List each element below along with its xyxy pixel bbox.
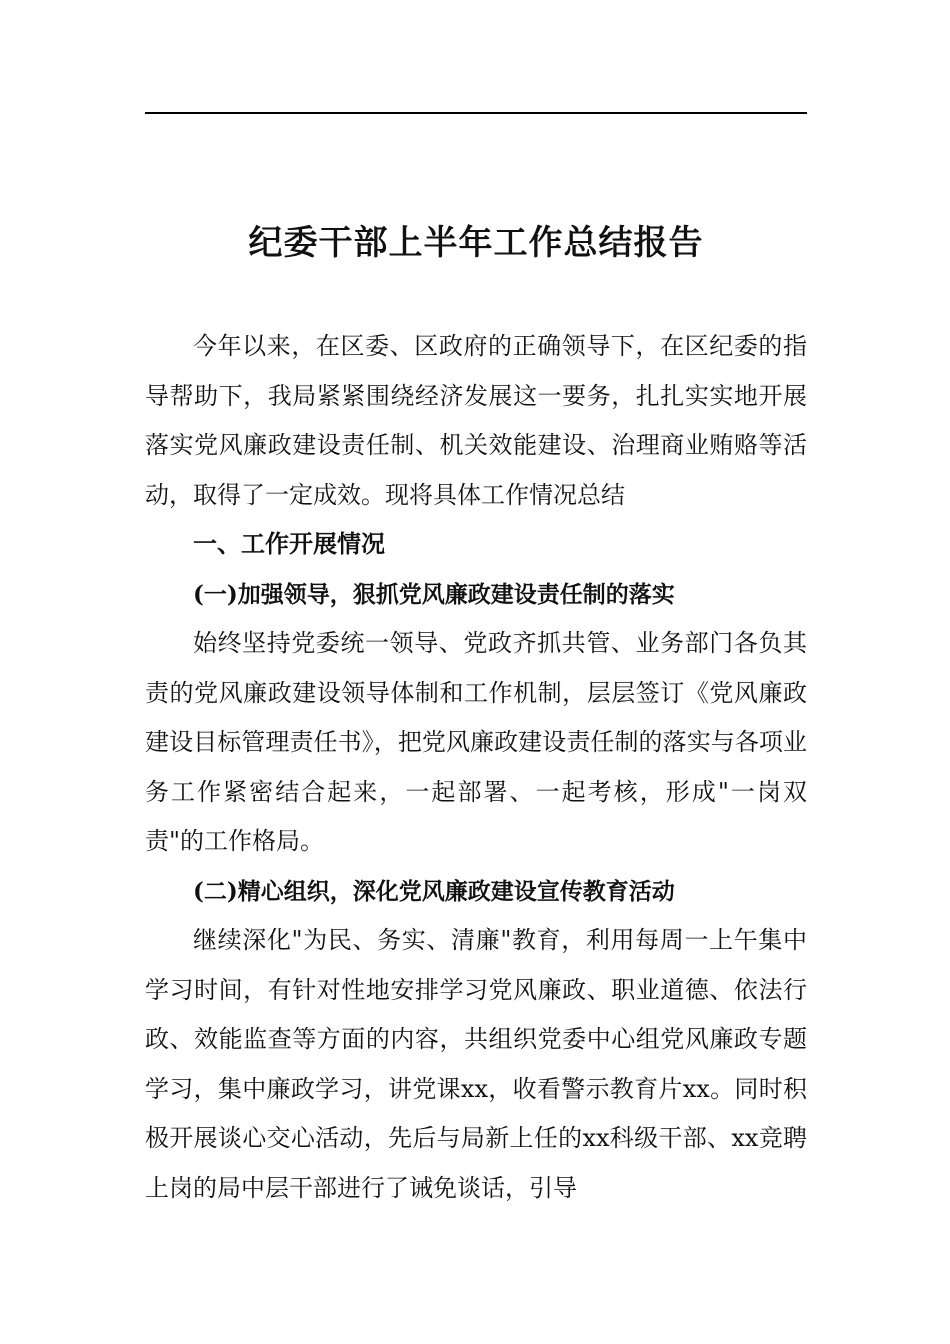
subsection-heading-education: (二)精心组织，深化党风廉政建设宣传教育活动: [193, 877, 675, 905]
subsection-body-education: 继续深化"为民、务实、清廉"教育，利用每周一上午集中学习时间，有针对性地安排学习党风廉政、职业道德、依法行政、效能监查等方面的内容，共组织党委中心组党风廉政专题学习，集中廉政学习，讲党课xx，收看警示教育片xx。同时积极开展谈心交心活动，先后与局新上任的xx科级干部、xx竞聘上岗的局中层干部进行了诫免谈话，引导: [145, 926, 807, 1202]
document-title: 纪委干部上半年工作总结报告: [248, 223, 704, 263]
subsection-body-leadership: 始终坚持党委统一领导、党政齐抓共管、业务部门各负其责的党风廉政建设领导体制和工作机制，层层签订《党风廉政建设目标管理责任书》，把党风廉政建设责任制的落实与各项业务工作紧密结合起来，一起部署、一起考核，形成"一岗双责"的工作格局。: [145, 629, 807, 855]
intro-paragraph: 今年以来，在区委、区政府的正确领导下，在区纪委的指导帮助下，我局紧紧围绕经济发展这一要务，扎扎实实地开展落实党风廉政建设责任制、机关效能建设、治理商业贿赂等活动，取得了一定成效。现将具体工作情况总结: [145, 332, 807, 509]
section-heading-work-status: 一、工作开展情况: [193, 530, 385, 558]
header-rule: [145, 112, 807, 114]
subsection-heading-leadership: (一)加强领导，狠抓党风廉政建设责任制的落实: [193, 580, 675, 608]
document-body: [145, 322, 807, 1213]
